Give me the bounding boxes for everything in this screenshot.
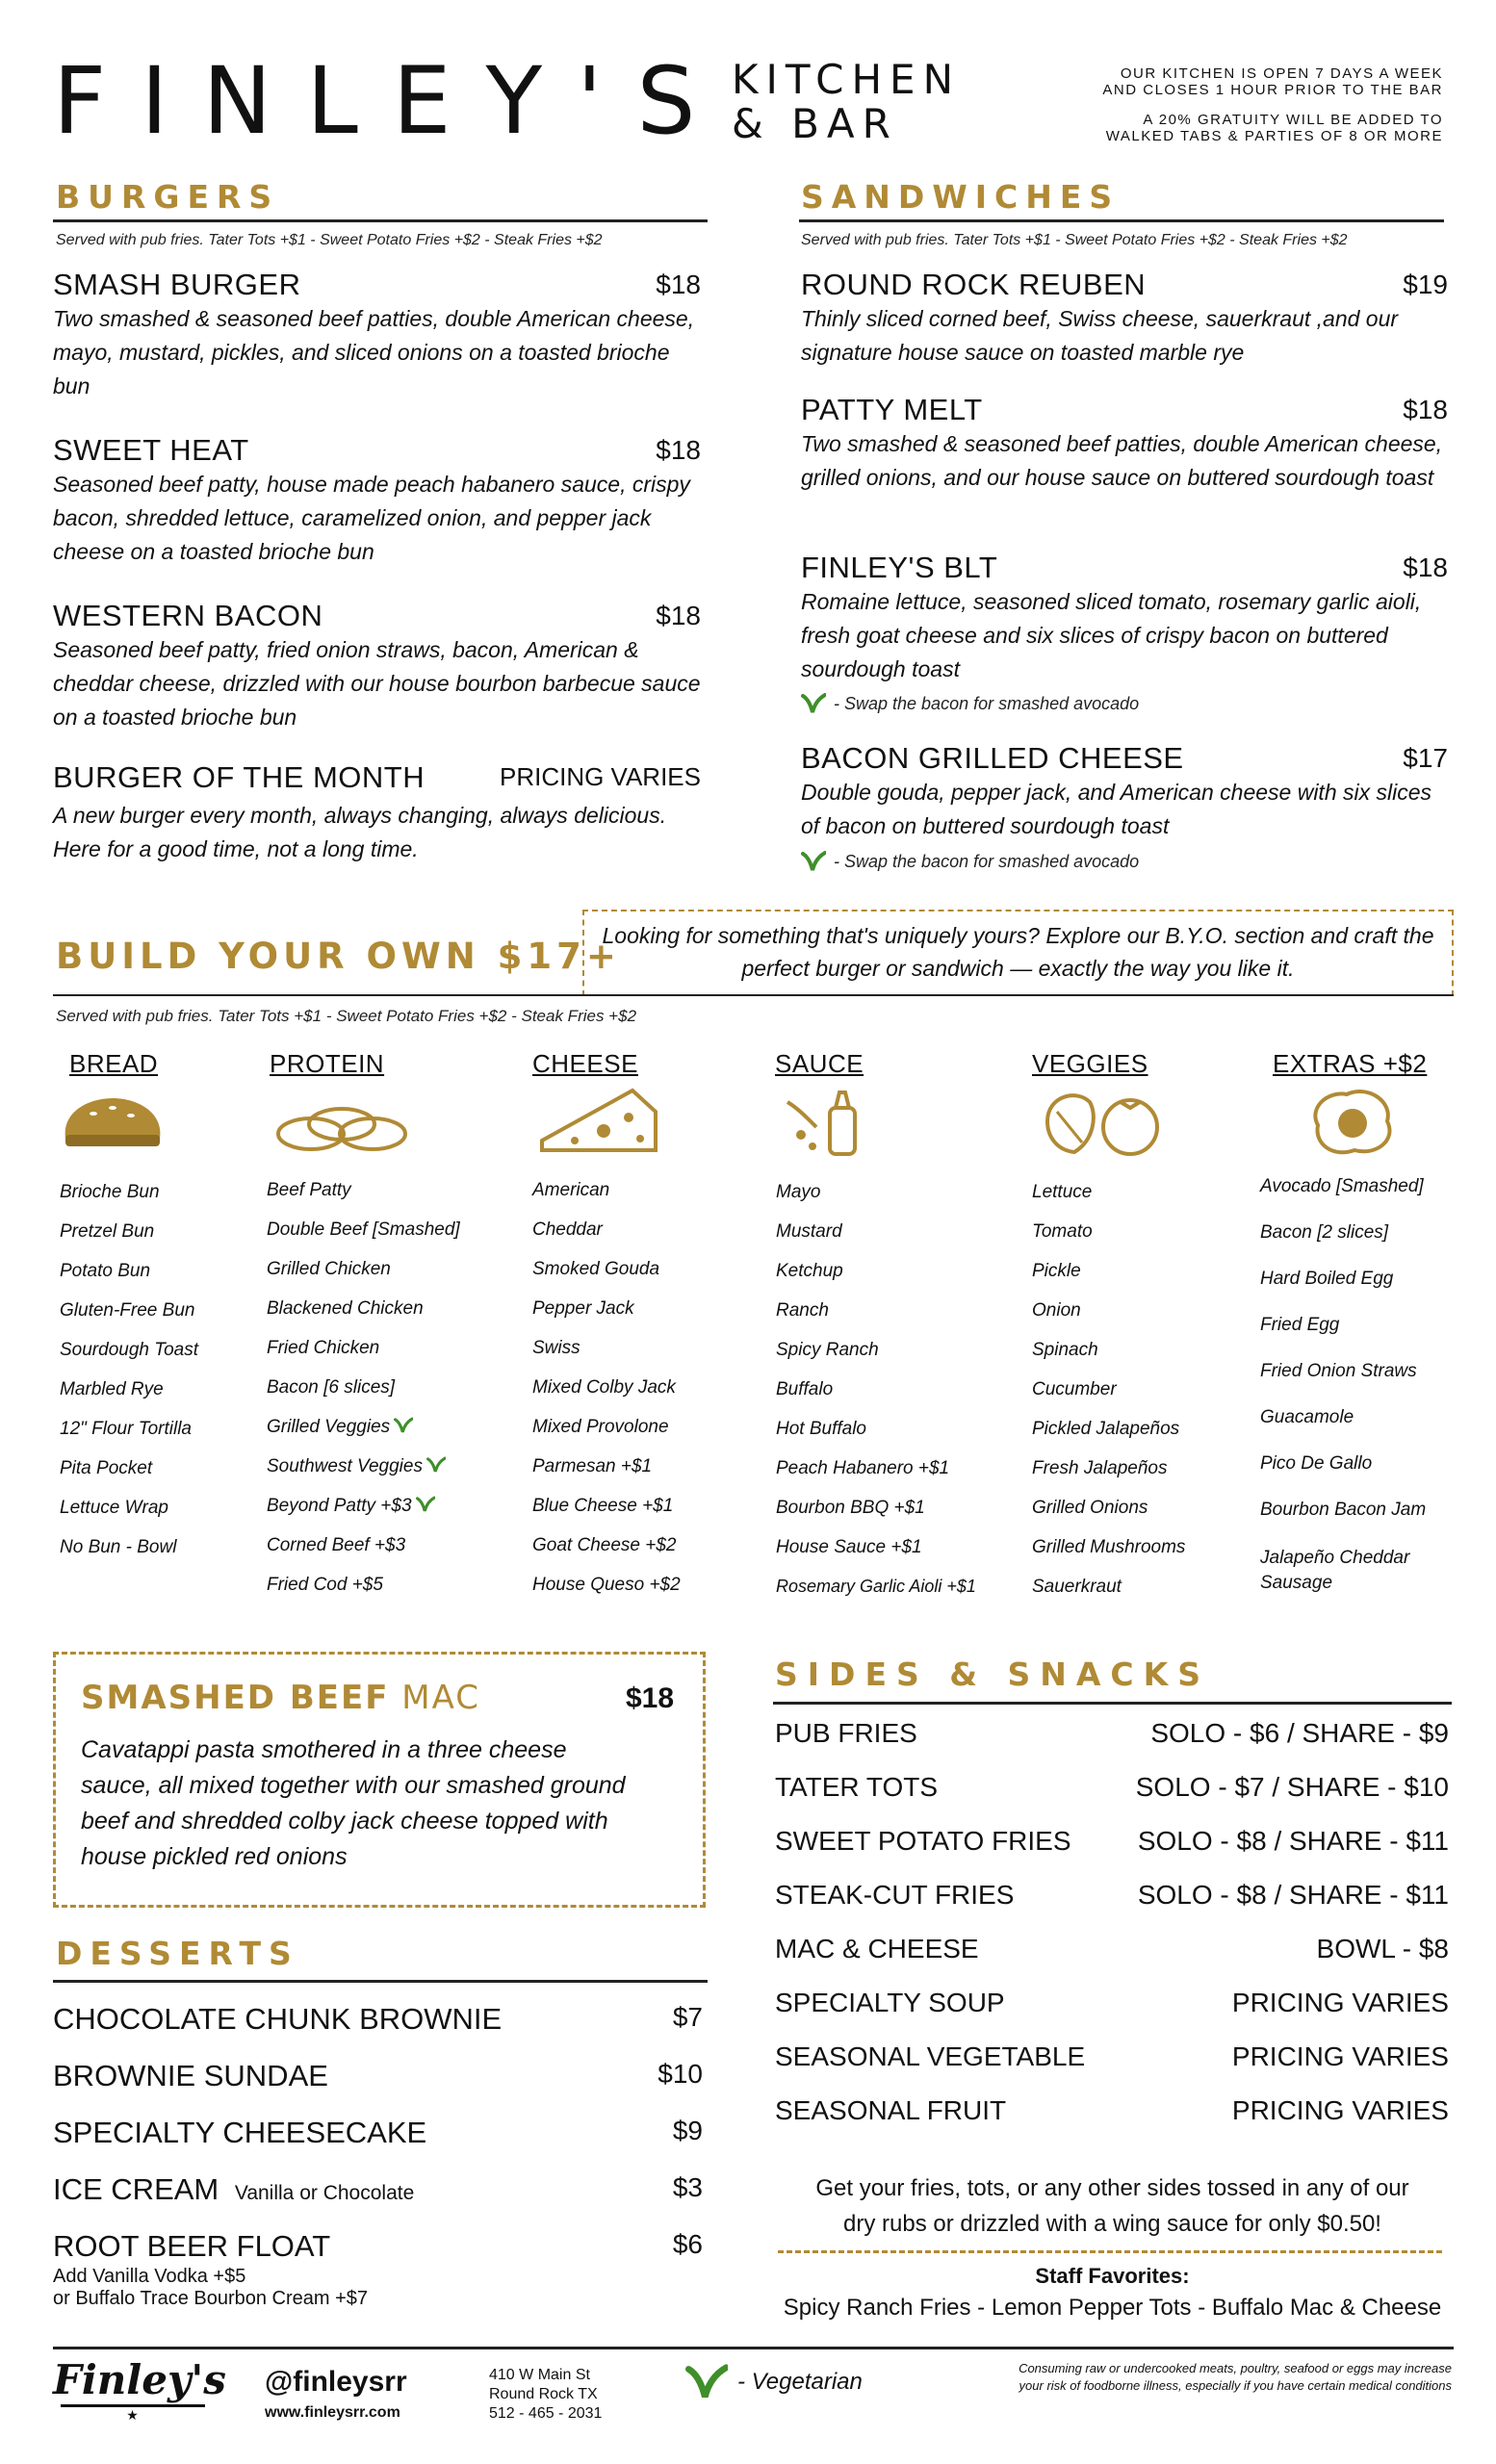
- byo-item: Mustard: [776, 1221, 842, 1242]
- burgers-title: BURGERS: [56, 178, 280, 216]
- byo-list-veggies: [1032, 1182, 1185, 1616]
- disclaimer-line1: Consuming raw or undercooked meats, poultry, seafood or eggs may increase: [1019, 2361, 1452, 2375]
- footer-social: [265, 2366, 407, 2422]
- sandwich-name: FINLEY'S BLT: [801, 551, 998, 584]
- byo-item: Sourdough Toast: [60, 1340, 199, 1360]
- sandwich-desc: Double gouda, pepper jack, and American cheese with six slices of bacon on buttered sourdough toast: [801, 780, 1432, 838]
- patties-icon: [274, 1097, 409, 1155]
- mac-title-light: MAC: [401, 1679, 481, 1717]
- byo-head-veggies: VEGGIES: [1032, 1049, 1148, 1078]
- leaf-icon: [426, 1456, 446, 1474]
- byo-item: Fried Cod +$5: [267, 1575, 383, 1595]
- dessert-price: $3: [672, 2172, 703, 2202]
- byo-item: Grilled Onions: [1032, 1498, 1148, 1518]
- byo-item: Avocado [Smashed]: [1260, 1176, 1424, 1196]
- dessert-addon: Add Vanilla Vodka +$5: [53, 2266, 246, 2287]
- sandwich-name: BACON GRILLED CHEESE: [801, 741, 1184, 775]
- dessert-addons: [53, 2266, 368, 2310]
- byo-item: Spicy Ranch: [776, 1340, 879, 1360]
- header-info: [1102, 65, 1443, 144]
- side-row: [775, 1772, 1449, 1826]
- byo-item: Fresh Jalapeños: [1032, 1458, 1168, 1478]
- leaf-icon: [685, 2364, 728, 2400]
- sandwich-name: PATTY MELT: [801, 393, 983, 426]
- byo-item: Bacon [2 slices]: [1260, 1222, 1389, 1243]
- toss-note-line2: dry rubs or drizzled with a wing sauce for only $0.50!: [843, 2211, 1381, 2237]
- veg-swap-text: - Swap the bacon for smashed avocado: [834, 851, 1140, 871]
- brand-subtitle-line1: KITCHEN: [732, 56, 961, 103]
- toss-note-line1: Get your fries, tots, or any other sides tossed in any of our: [815, 2175, 1409, 2201]
- brand-subtitle-line2: & BAR: [732, 100, 898, 147]
- mac-price: $18: [626, 1682, 675, 1714]
- byo-item: Pretzel Bun: [60, 1221, 155, 1242]
- veg-key-label: - Vegetarian: [737, 2369, 863, 2395]
- sandwich-desc: Two smashed & seasoned beef patties, double American cheese, grilled onions, and our house sauce on buttered sourdough toast: [801, 431, 1443, 490]
- sandwiches-rule: [799, 219, 1444, 222]
- website-link[interactable]: www.finleysrr.com: [265, 2404, 400, 2421]
- dessert-subtitle: Vanilla or Chocolate: [234, 2182, 415, 2204]
- burger-price: PRICING VARIES: [499, 762, 701, 791]
- footer-address: [489, 2366, 602, 2424]
- sides-divider: [778, 2250, 1442, 2253]
- byo-list-extras: [1260, 1176, 1453, 1592]
- byo-head-cheese: CHEESE: [532, 1049, 638, 1078]
- byo-item: Pepper Jack: [532, 1298, 634, 1319]
- footer-rule: [53, 2347, 1454, 2349]
- side-row: [775, 1934, 1449, 1988]
- byo-item: Buffalo: [776, 1379, 834, 1399]
- side-name: MAC & CHEESE: [775, 1934, 979, 1964]
- burgers-note: Served with pub fries. Tater Tots +$1 - Sweet Potato Fries +$2 - Steak Fries +$2: [56, 232, 603, 248]
- phone-number[interactable]: 512 - 465 - 2031: [489, 2405, 603, 2422]
- side-row: [775, 1826, 1449, 1880]
- side-row: [775, 1880, 1449, 1934]
- byo-item: Goat Cheese +$2: [532, 1535, 677, 1555]
- byo-list-cheese: [532, 1180, 681, 1614]
- disclaimer-line2: your risk of foodborne illness, especially if you have certain medical conditions: [1019, 2378, 1452, 2393]
- side-name: SEASONAL VEGETABLE: [775, 2041, 1086, 2071]
- staff-favorites-items: Spicy Ranch Fries - Lemon Pepper Tots - Buffalo Mac & Cheese: [783, 2295, 1442, 2321]
- address-line1: 410 W Main St: [489, 2367, 590, 2383]
- byo-item: Mixed Colby Jack: [532, 1377, 676, 1398]
- footer-logo: [53, 2356, 226, 2423]
- burger-desc: A new burger every month, always changing, always delicious. Here for a good time, not a long time.: [53, 803, 667, 861]
- byo-callout-text: Looking for something that's uniquely yours? Explore our B.Y.O. section and craft the perfect burger or sandwich — exactly the way you like it.: [602, 923, 1434, 981]
- dessert-name: SPECIALTY CHEESECAKE: [53, 2116, 427, 2149]
- sides-rule: [773, 1702, 1452, 1705]
- byo-item: Lettuce: [1032, 1182, 1093, 1202]
- byo-item: Pita Pocket: [60, 1458, 153, 1478]
- dessert-price: $9: [672, 2116, 703, 2145]
- footer-disclaimer: [1019, 2360, 1452, 2395]
- byo-item: Fried Chicken: [267, 1338, 380, 1358]
- byo-item: Grilled Chicken: [267, 1259, 391, 1279]
- sandwich-desc: Romaine lettuce, seasoned sliced tomato, rosemary garlic aioli, fresh goat cheese and six slices of crispy bacon on buttered sourdough toast: [801, 589, 1422, 681]
- byo-item: Swiss: [532, 1338, 580, 1358]
- byo-item: Guacamole: [1260, 1407, 1354, 1427]
- byo-head-extras: EXTRAS +$2: [1273, 1049, 1428, 1078]
- byo-item: Hot Buffalo: [776, 1419, 866, 1439]
- byo-item: Mayo: [776, 1182, 821, 1202]
- byo-item: Blackened Chicken: [267, 1298, 424, 1319]
- mac-title: [81, 1679, 480, 1717]
- dessert-price: $7: [672, 2002, 703, 2032]
- byo-item: Rosemary Garlic Aioli +$1: [776, 1577, 976, 1596]
- sandwiches-title: SANDWICHES: [801, 178, 1121, 216]
- byo-list-protein: [267, 1180, 460, 1614]
- byo-item: Fried Onion Straws: [1260, 1361, 1417, 1381]
- dessert-name: [53, 2172, 414, 2207]
- byo-item: Pico De Gallo: [1260, 1453, 1373, 1474]
- byo-item: Bourbon Bacon Jam: [1260, 1500, 1427, 1520]
- side-price: PRICING VARIES: [1231, 1988, 1449, 2017]
- byo-item: Peach Habanero +$1: [776, 1458, 950, 1478]
- kitchen-hours-line1: OUR KITCHEN IS OPEN 7 DAYS A WEEK: [1120, 65, 1443, 82]
- byo-item: Corned Beef +$3: [267, 1535, 406, 1555]
- byo-head-protein: PROTEIN: [270, 1049, 385, 1078]
- byo-item: Cucumber: [1032, 1379, 1117, 1399]
- byo-item: Smoked Gouda: [532, 1259, 660, 1279]
- byo-item: Hard Boiled Egg: [1260, 1269, 1394, 1289]
- leaf-icon: [801, 693, 826, 714]
- side-name: PUB FRIES: [775, 1718, 917, 1748]
- byo-list-bread: [60, 1182, 198, 1577]
- bun-icon: [60, 1092, 166, 1150]
- desserts-title: DESSERTS: [56, 1935, 299, 1972]
- byo-item: Potato Bun: [60, 1261, 151, 1281]
- burger-name: BURGER OF THE MONTH: [53, 760, 426, 794]
- gratuity-line1: A 20% GRATUITY WILL BE ADDED TO: [1143, 112, 1443, 128]
- burger-desc: Seasoned beef patty, house made peach habanero sauce, crispy bacon, shredded lettuce, caramelized onion, and pepper jack cheese on a toasted brioche bun: [53, 472, 690, 564]
- side-name: TATER TOTS: [775, 1772, 939, 1802]
- veg-swap-text: - Swap the bacon for smashed avocado: [834, 693, 1140, 713]
- sides-title: SIDES & SNACKS: [775, 1656, 1210, 1693]
- byo-item: Grilled Mushrooms: [1032, 1537, 1186, 1557]
- lettuce-tomato-icon: [1038, 1083, 1173, 1160]
- mac-title-bold: SMASHED BEEF: [81, 1679, 390, 1717]
- byo-item: Brioche Bun: [60, 1182, 160, 1202]
- dessert-name: BROWNIE SUNDAE: [53, 2059, 328, 2092]
- byo-item: Double Beef [Smashed]: [267, 1219, 460, 1240]
- footer-veg-key: [685, 2364, 863, 2400]
- side-name: SPECIALTY SOUP: [775, 1988, 1005, 2017]
- byo-item: Southwest Veggies: [267, 1456, 423, 1476]
- mac-desc: Cavatappi pasta smothered in a three cheese sauce, all mixed together with our smashed ground beef and shredded colby jack cheese topped with house pickled red onions: [81, 1736, 626, 1870]
- byo-item: Tomato: [1032, 1221, 1093, 1242]
- byo-rule: [53, 994, 1454, 996]
- burgers-rule: [53, 219, 708, 222]
- dessert-name: CHOCOLATE CHUNK BROWNIE: [53, 2002, 503, 2036]
- side-name: SEASONAL FRUIT: [775, 2095, 1007, 2125]
- burger-name: WESTERN BACON: [53, 599, 323, 632]
- byo-item: Bourbon BBQ +$1: [776, 1498, 925, 1518]
- dessert-name: ROOT BEER FLOAT: [53, 2229, 331, 2263]
- sandwich-price: $19: [1403, 270, 1448, 299]
- star-icon: ★: [126, 2407, 139, 2423]
- side-row: [775, 2041, 1449, 2095]
- brand-title: FINLEY'S: [53, 47, 731, 155]
- side-row: [775, 1988, 1449, 2041]
- byo-item: Ketchup: [776, 1261, 843, 1281]
- brand-subtitle: [732, 58, 961, 146]
- footer-logo-text: Finley's: [53, 2356, 226, 2403]
- sandwich-price: $17: [1403, 743, 1448, 773]
- side-price: SOLO - $8 / SHARE - $11: [1137, 1880, 1449, 1910]
- byo-item: Ranch: [776, 1300, 829, 1321]
- fried-egg-icon: [1304, 1083, 1401, 1160]
- desserts-list: [53, 2002, 703, 2320]
- byo-item: No Bun - Bowl: [60, 1537, 177, 1557]
- byo-item: Pickle: [1032, 1261, 1081, 1281]
- sides-list: [775, 1718, 1449, 2161]
- byo-item: Lettuce Wrap: [60, 1498, 168, 1518]
- side-price: PRICING VARIES: [1231, 2095, 1449, 2125]
- burger-price: $18: [656, 601, 701, 630]
- side-price: BOWL - $8: [1316, 1934, 1449, 1964]
- sandwich-name: ROUND ROCK REUBEN: [801, 268, 1147, 301]
- byo-item: Marbled Rye: [60, 1379, 164, 1399]
- side-price: SOLO - $6 / SHARE - $9: [1150, 1718, 1449, 1748]
- byo-item: Parmesan +$1: [532, 1456, 653, 1476]
- byo-title: BUILD YOUR OWN $17+: [56, 936, 621, 977]
- leaf-icon: [394, 1417, 413, 1434]
- sandwich-price: $18: [1403, 552, 1448, 582]
- social-handle: @finleysrr: [265, 2366, 407, 2398]
- byo-item: Pickled Jalapeños: [1032, 1419, 1180, 1439]
- dessert-name-text: ICE CREAM: [53, 2172, 219, 2206]
- byo-head-bread: BREAD: [69, 1049, 159, 1078]
- byo-item: Spinach: [1032, 1340, 1098, 1360]
- veg-swap-note: [801, 693, 1139, 714]
- byo-item: Beyond Patty +$3: [267, 1496, 412, 1516]
- side-row: [775, 2095, 1449, 2149]
- veg-swap-note: [801, 851, 1139, 872]
- byo-item: Bacon [6 slices]: [267, 1377, 396, 1398]
- byo-item: Blue Cheese +$1: [532, 1496, 674, 1516]
- sandwiches-note: Served with pub fries. Tater Tots +$1 - Sweet Potato Fries +$2 - Steak Fries +$2: [801, 232, 1348, 248]
- burger-name: SMASH BURGER: [53, 268, 301, 301]
- burger-price: $18: [656, 435, 701, 465]
- gratuity-line2: WALKED TABS & PARTIES OF 8 OR MORE: [1105, 128, 1443, 144]
- burger-desc: Seasoned beef patty, fried onion straws, bacon, American & cheddar cheese, drizzled with our house bourbon barbecue sauce on a toasted brioche bun: [53, 637, 701, 730]
- byo-item: Sauerkraut: [1032, 1577, 1122, 1597]
- kitchen-hours-line2: AND CLOSES 1 HOUR PRIOR TO THE BAR: [1102, 82, 1443, 98]
- burger-price: $18: [656, 270, 701, 299]
- desserts-rule: [53, 1980, 708, 1983]
- sauce-bottles-icon: [780, 1083, 886, 1160]
- side-price: SOLO - $7 / SHARE - $10: [1135, 1772, 1449, 1802]
- byo-item: House Queso +$2: [532, 1575, 681, 1595]
- cheese-wedge-icon: [536, 1083, 661, 1160]
- staff-favorites-label: Staff Favorites:: [1035, 2264, 1190, 2288]
- side-name: SWEET POTATO FRIES: [775, 1826, 1071, 1856]
- dessert-addon: or Buffalo Trace Bourbon Cream +$7: [53, 2288, 369, 2309]
- side-price: PRICING VARIES: [1231, 2041, 1449, 2071]
- byo-item: Gluten-Free Bun: [60, 1300, 195, 1321]
- address-line2: Round Rock TX: [489, 2386, 598, 2402]
- byo-list-sauce: [776, 1182, 976, 1616]
- burger-name: SWEET HEAT: [53, 433, 249, 467]
- burger-desc: Two smashed & seasoned beef patties, double American cheese, mayo, mustard, pickles, and sliced onions on a toasted brioche bun: [53, 306, 695, 398]
- byo-item: Onion: [1032, 1300, 1081, 1321]
- sides-toss-note: [773, 2170, 1452, 2242]
- leaf-icon: [416, 1496, 435, 1513]
- byo-item: Mixed Provolone: [532, 1417, 669, 1437]
- side-row: [775, 1718, 1449, 1772]
- byo-callout: [582, 910, 1454, 996]
- leaf-icon: [801, 851, 826, 872]
- byo-item: Jalapeño Cheddar Sausage: [1260, 1548, 1410, 1593]
- byo-note: Served with pub fries. Tater Tots +$1 - Sweet Potato Fries +$2 - Steak Fries +$2: [56, 1007, 637, 1025]
- byo-item: Grilled Veggies: [267, 1417, 391, 1437]
- byo-item: 12" Flour Tortilla: [60, 1419, 192, 1439]
- side-name: STEAK-CUT FRIES: [775, 1880, 1015, 1910]
- dessert-price: $10: [658, 2059, 703, 2089]
- byo-item: Cheddar: [532, 1219, 603, 1240]
- sandwich-desc: Thinly sliced corned beef, Swiss cheese, sauerkraut ,and our signature house sauce on toasted marble rye: [801, 306, 1399, 365]
- byo-item: House Sauce +$1: [776, 1537, 922, 1557]
- dessert-price: $6: [672, 2229, 703, 2259]
- sandwich-price: $18: [1403, 395, 1448, 424]
- byo-item: Fried Egg: [1260, 1315, 1340, 1335]
- side-price: SOLO - $8 / SHARE - $11: [1137, 1826, 1449, 1856]
- byo-item: Beef Patty: [267, 1180, 351, 1200]
- byo-item: American: [532, 1180, 610, 1200]
- byo-head-sauce: SAUCE: [775, 1049, 864, 1078]
